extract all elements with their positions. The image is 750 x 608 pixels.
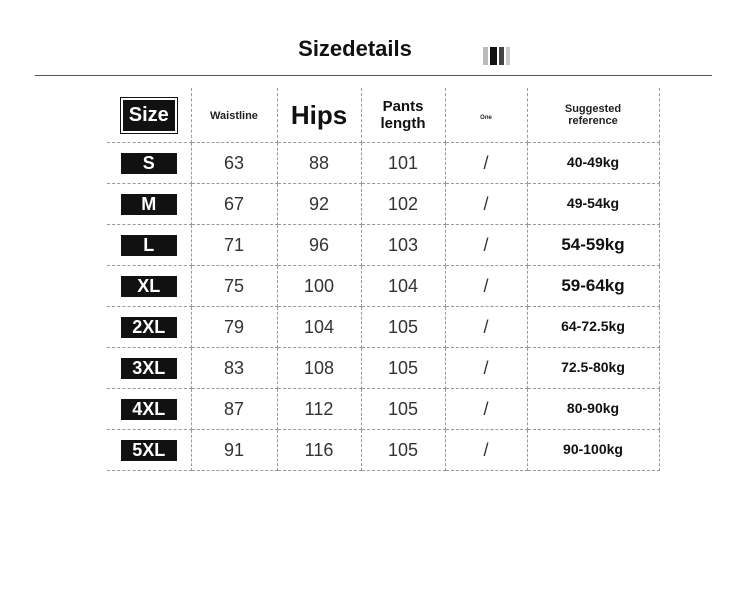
one-cell	[445, 225, 527, 266]
waistline-value: 67	[223, 193, 245, 214]
pants-length-cell	[361, 307, 445, 348]
table-row	[107, 184, 659, 225]
header-suggested-line2: reference	[568, 115, 618, 127]
size-cell	[107, 389, 191, 430]
waistline-cell	[191, 184, 277, 225]
one-value: /	[483, 316, 489, 337]
size-badge: M	[121, 194, 177, 215]
waistline-cell	[191, 143, 277, 184]
one-value: /	[483, 193, 489, 214]
hips-value: 112	[304, 398, 334, 419]
size-badge: L	[121, 235, 177, 256]
hips-value: 100	[303, 275, 335, 296]
waistline-value: 71	[223, 234, 245, 255]
suggested-cell	[527, 430, 659, 471]
pants-length-cell	[361, 143, 445, 184]
hips-cell	[277, 430, 361, 471]
one-cell	[445, 430, 527, 471]
header-hips: Hips	[290, 99, 348, 130]
header-one-cell	[445, 88, 527, 143]
table-row	[107, 430, 659, 471]
suggested-value: 80-90kg	[566, 400, 620, 416]
waistline-cell	[191, 430, 277, 471]
page-title: Sizedetails	[298, 36, 412, 61]
pants-length-cell	[361, 266, 445, 307]
brand-logo-icon	[481, 45, 513, 67]
suggested-value: 64-72.5kg	[561, 318, 625, 334]
size-badge: 3XL	[121, 358, 177, 379]
hips-cell	[277, 348, 361, 389]
hips-value: 116	[304, 439, 334, 460]
waistline-value: 63	[223, 152, 245, 173]
size-cell	[107, 430, 191, 471]
suggested-value: 90-100kg	[563, 441, 623, 457]
suggested-value: 72.5-80kg	[561, 359, 625, 375]
suggested-value: 40-49kg	[566, 154, 620, 170]
hips-value: 92	[308, 193, 330, 214]
size-badge: 4XL	[121, 399, 177, 420]
hips-cell	[277, 389, 361, 430]
hips-cell	[277, 184, 361, 225]
header-waistline: Waistline	[210, 110, 258, 122]
waistline-value: 91	[223, 439, 245, 460]
hips-cell	[277, 225, 361, 266]
pants-length-value: 105	[387, 357, 419, 378]
table-row	[107, 307, 659, 348]
header-suggested-cell	[527, 88, 659, 143]
one-value: /	[483, 275, 489, 296]
waistline-value: 83	[223, 357, 245, 378]
header-pants-length-line1: Pants	[382, 98, 424, 115]
suggested-cell	[527, 225, 659, 266]
size-badge: 2XL	[121, 317, 177, 338]
pants-length-cell	[361, 389, 445, 430]
hips-cell	[277, 307, 361, 348]
table-row	[107, 348, 659, 389]
header-waistline-cell	[191, 88, 277, 143]
pants-length-cell	[361, 430, 445, 471]
suggested-cell	[527, 143, 659, 184]
suggested-cell	[527, 307, 659, 348]
one-cell	[445, 389, 527, 430]
suggested-value: 49-54kg	[566, 195, 620, 211]
one-value: /	[483, 357, 489, 378]
header-size: Size	[121, 98, 177, 133]
one-value: /	[483, 439, 489, 460]
hips-cell	[277, 143, 361, 184]
suggested-cell	[527, 348, 659, 389]
one-cell	[445, 348, 527, 389]
suggested-cell	[527, 389, 659, 430]
pants-length-value: 102	[387, 193, 419, 214]
pants-length-value: 103	[387, 234, 419, 255]
pants-length-cell	[361, 348, 445, 389]
header-one: One	[480, 115, 492, 121]
waistline-cell	[191, 389, 277, 430]
size-badge: XL	[121, 276, 177, 297]
header-hips-cell	[277, 88, 361, 143]
suggested-value: 59-64kg	[561, 276, 625, 295]
waistline-cell	[191, 266, 277, 307]
pants-length-value: 105	[387, 439, 419, 460]
suggested-cell	[527, 266, 659, 307]
hips-value: 108	[303, 357, 335, 378]
hips-cell	[277, 266, 361, 307]
size-cell	[107, 143, 191, 184]
one-cell	[445, 184, 527, 225]
size-chart-table	[107, 88, 660, 471]
size-badge: 5XL	[121, 440, 177, 461]
suggested-value: 54-59kg	[561, 235, 625, 254]
one-cell	[445, 143, 527, 184]
header-pants-length-line2: length	[380, 115, 426, 132]
waistline-cell	[191, 225, 277, 266]
waistline-cell	[191, 307, 277, 348]
pants-length-cell	[361, 225, 445, 266]
pants-length-value: 101	[387, 152, 419, 173]
pants-length-cell	[361, 184, 445, 225]
pants-length-value: 105	[387, 316, 419, 337]
one-value: /	[483, 398, 489, 419]
pants-length-value: 104	[387, 275, 419, 296]
table-row	[107, 225, 659, 266]
header-size-cell	[107, 88, 191, 143]
waistline-value: 75	[223, 275, 245, 296]
size-cell	[107, 266, 191, 307]
header-suggested-line1: Suggested	[564, 103, 622, 115]
table-row	[107, 143, 659, 184]
size-cell	[107, 184, 191, 225]
size-badge: S	[121, 153, 177, 174]
hips-value: 104	[303, 316, 335, 337]
size-cell	[107, 225, 191, 266]
table-row	[107, 389, 659, 430]
header-pants-length-cell	[361, 88, 445, 143]
pants-length-value: 105	[387, 398, 419, 419]
title-divider	[35, 75, 712, 76]
hips-value: 96	[308, 234, 330, 255]
size-cell	[107, 307, 191, 348]
hips-value: 88	[308, 152, 330, 173]
waistline-value: 79	[223, 316, 245, 337]
one-cell	[445, 307, 527, 348]
waistline-cell	[191, 348, 277, 389]
size-cell	[107, 348, 191, 389]
table-header-row	[107, 88, 659, 143]
one-value: /	[483, 234, 489, 255]
waistline-value: 87	[223, 398, 245, 419]
one-cell	[445, 266, 527, 307]
suggested-cell	[527, 184, 659, 225]
table-row	[107, 266, 659, 307]
one-value: /	[483, 152, 489, 173]
